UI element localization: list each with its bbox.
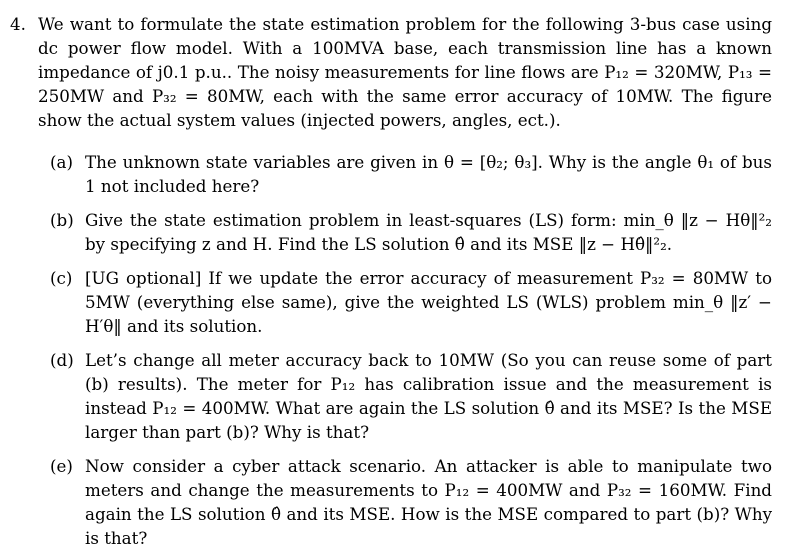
part-c	[50, 266, 772, 338]
problem-number: 4.	[10, 14, 26, 34]
part-text: [UG optional] If we update the error accuracy of measurement P₃₂ = 80MW to 5MW (everything else same), give the weighted LS (WLS) problem min_θ ‖z′ − H′θ‖ and its solution.	[85, 268, 772, 336]
part-text: Now consider a cyber attack scenario. An attacker is able to manipulate two meters and change the measurements to P₁₂ = 400MW and P₃₂ = 160MW. Find again the LS solution θ̂ and its MSE. How is the MSE compared to part (b)? Why is that?	[85, 456, 772, 548]
part-label: (d)	[50, 350, 74, 370]
part-label: (b)	[50, 210, 74, 230]
part-label: (e)	[50, 456, 73, 476]
problem-intro: We want to formulate the state estimation problem for the following 3-bus case using dc power flow model. With a 100MVA base, each transmission line has a known impedance of j0.1 p.u.. The noisy measurements for line flows are P₁₂ = 320MW, P₁₃ = 250MW and P₃₂ = 80MW, each with the same error accuracy of 10MW. The figure show the actual system values (injected powers, angles, ect.).	[38, 14, 772, 130]
part-text: Give the state estimation problem in least-squares (LS) form: min_θ ‖z − Hθ‖²₂ by specifying z and H. Find the LS solution θ̂ and its MSE ‖z − Hθ̂‖²₂.	[85, 210, 772, 254]
problem-4	[10, 12, 772, 560]
problem-parts	[10, 150, 772, 550]
part-label: (c)	[50, 268, 73, 288]
part-d	[50, 348, 772, 444]
part-a	[50, 150, 772, 198]
part-label: (a)	[50, 152, 73, 172]
part-text: The unknown state variables are given in θ = [θ₂; θ₃]. Why is the angle θ₁ of bus 1 not included here?	[85, 152, 772, 196]
part-b	[50, 208, 772, 256]
part-text: Let’s change all meter accuracy back to 10MW (So you can reuse some of part (b) results). The meter for P₁₂ has calibration issue and the measurement is instead P₁₂ = 400MW. What are again the LS solution θ̂ and its MSE? Is the MSE larger than part (b)? Why is that?	[85, 350, 772, 442]
part-e	[50, 454, 772, 550]
